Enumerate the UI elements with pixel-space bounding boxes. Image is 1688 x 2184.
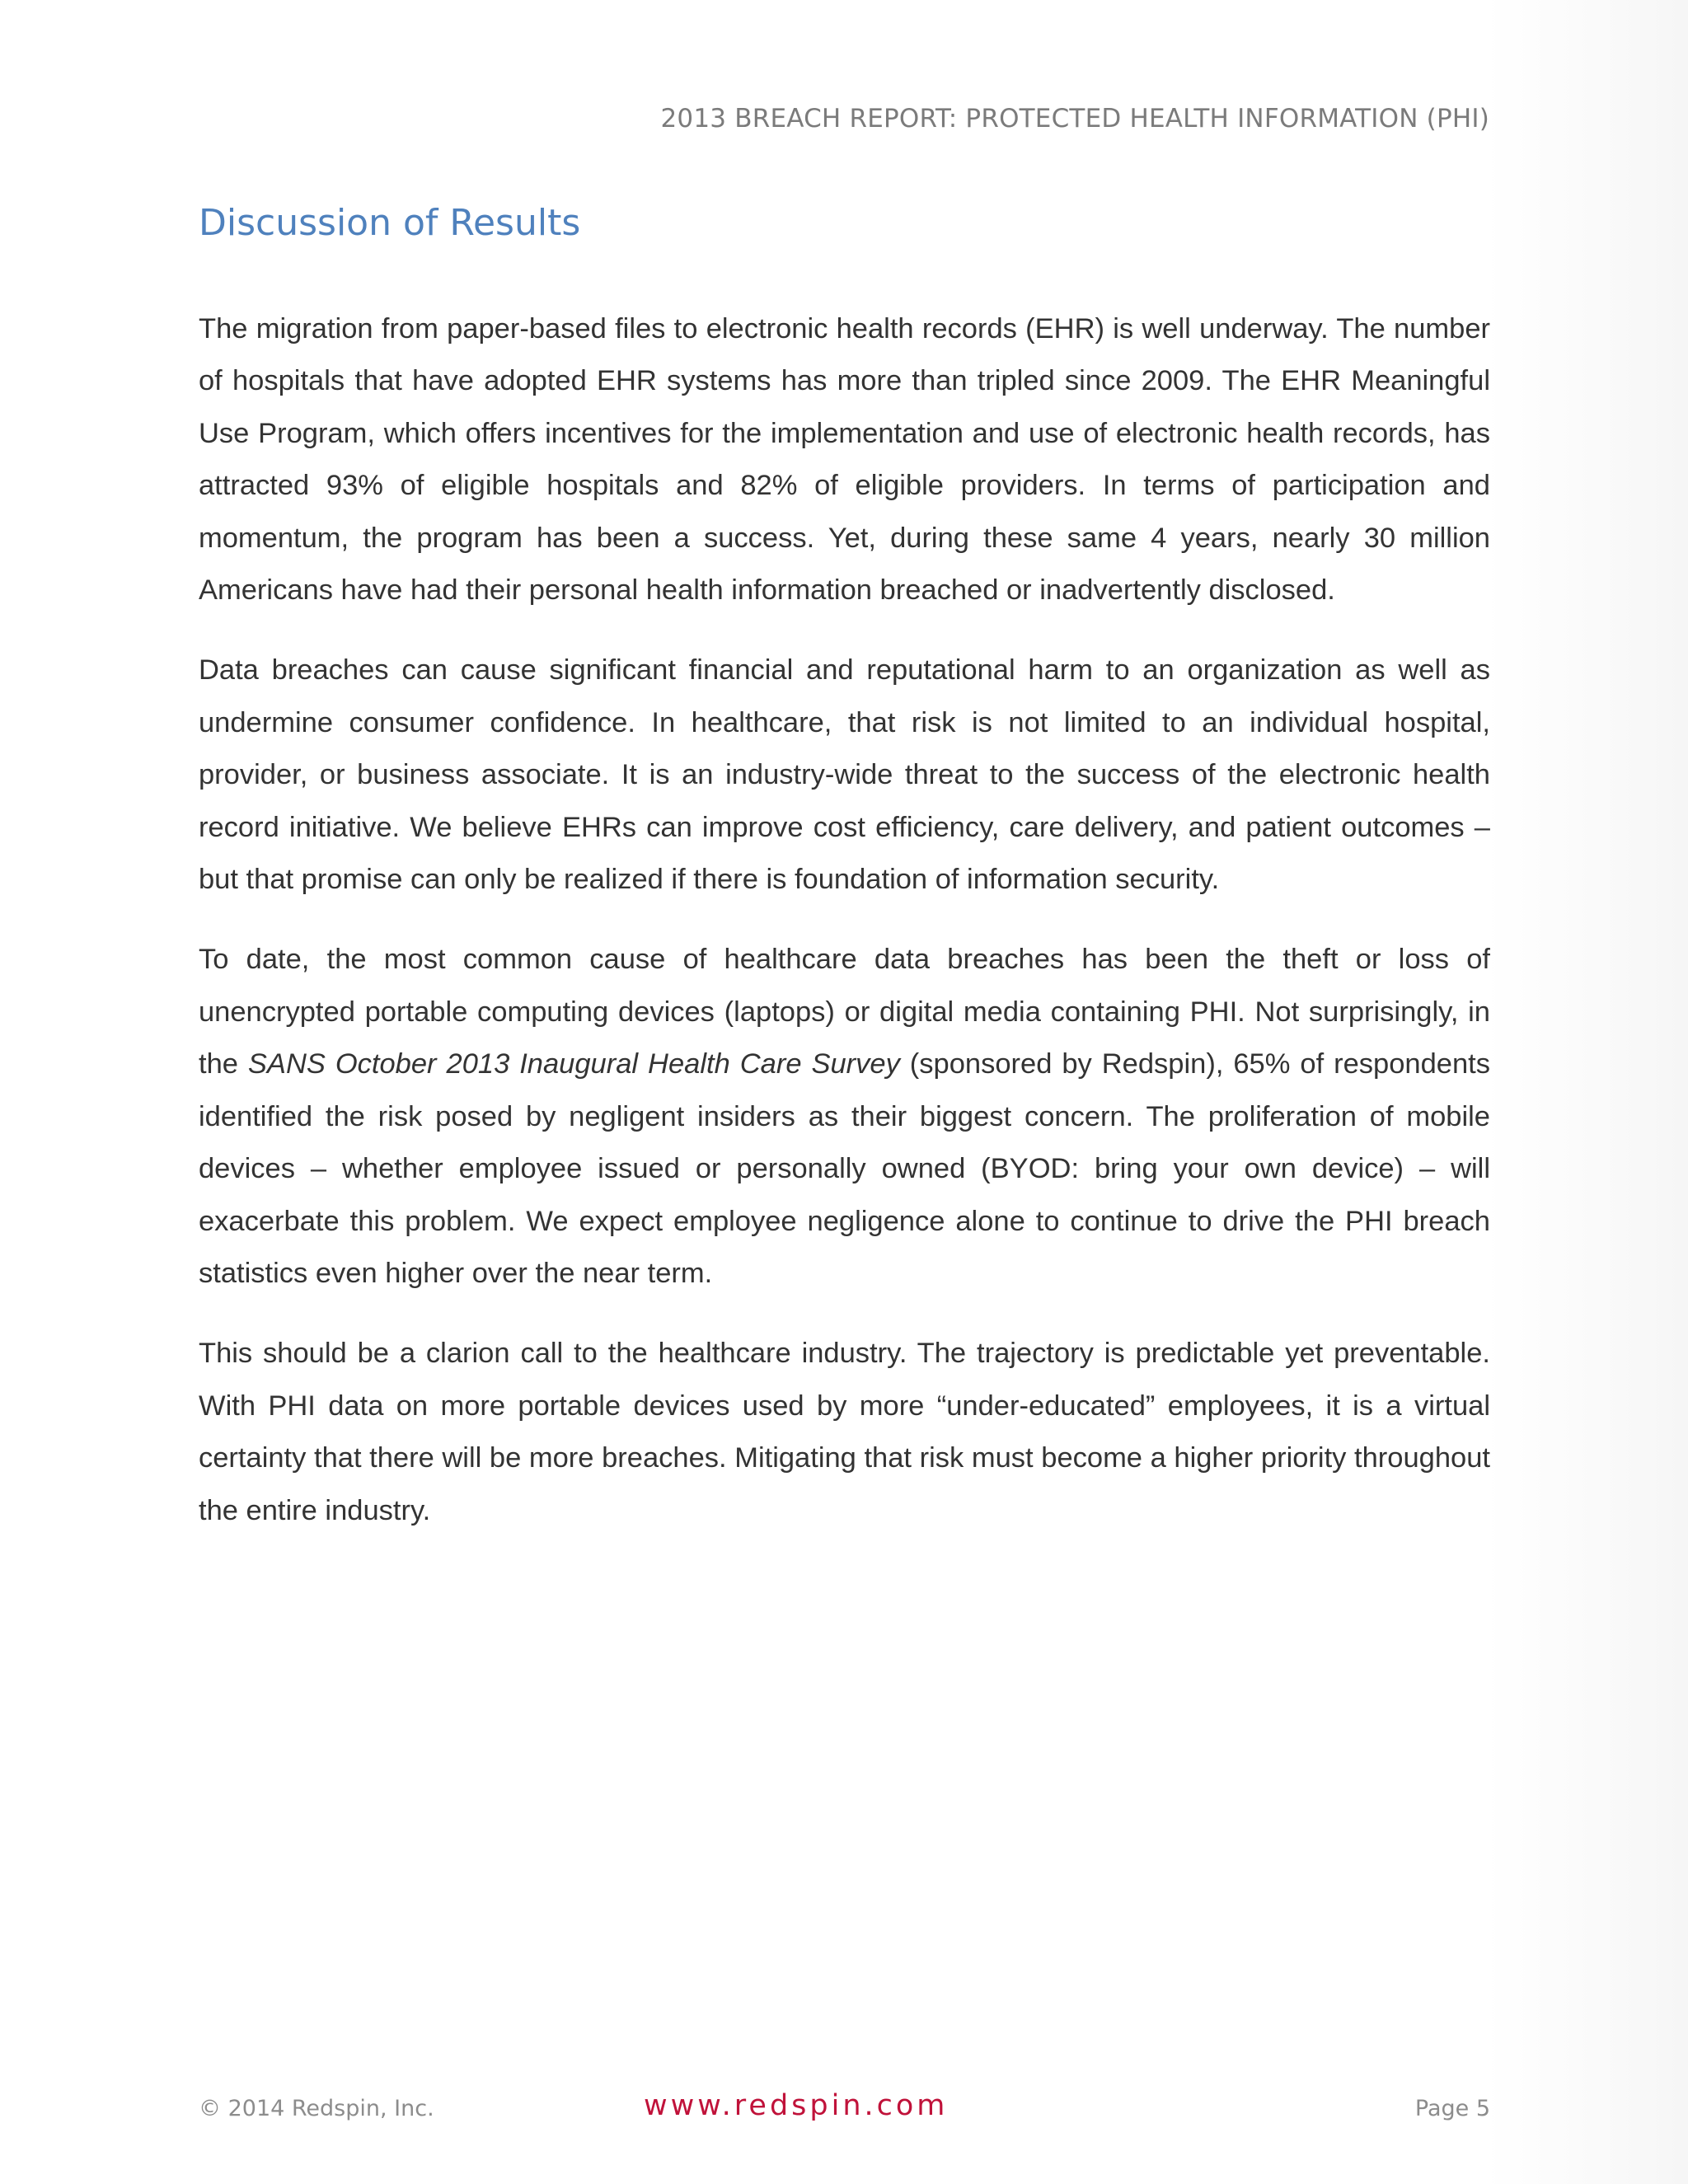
paragraph-3-text-before: To date, the most common cause of healthcare data breaches has been the theft or loss of unencrypted portable computing devices (laptops) or digital media containing PHI. Not surprisingly, in the <box>199 944 1490 1080</box>
paragraph-1: The migration from paper-based files to electronic health records (EHR) is well underway. The number of hospitals that have adopted EHR systems has more than tripled since 2009. The EHR Meaningful Use Program, which offers incentives for the implementation and use of electronic health records, has attracted 93% of eligible hospitals and 82% of eligible providers. In terms of participation and momentum, the program has been a success. Yet, during these same 4 years, nearly 30 million Americans have had their personal health information breached or inadvertently disclosed. <box>199 313 1490 607</box>
body-text <box>199 303 1490 1565</box>
paragraph-2: Data breaches can cause significant financial and reputational harm to an organization as well as undermine consumer confidence. In healthcare, that risk is not limited to an individual hospital, provider, or business associate. It is an industry-wide threat to the success of the electronic health record initiative. We believe EHRs can improve cost efficiency, care delivery, and patient outcomes – but that promise can only be realized if there is foundation of information security. <box>199 654 1490 896</box>
survey-title: SANS October 2013 Inaugural Health Care Survey <box>247 1048 900 1080</box>
page-footer <box>199 2089 1490 2125</box>
running-header: 2013 BREACH REPORT: PROTECTED HEALTH INFORMATION (PHI) <box>660 104 1489 134</box>
paragraph-3-text-after: (sponsored by Redspin), 65% of respondents identified the risk posed by negligent insiders as their biggest concern. The proliferation of mobile devices – whether employee issued or personally owned (BYOD: bring your own device) – will exacerbate this problem. We expect employee negligence alone to continue to drive the PHI breach statistics even higher over the near term. <box>199 1048 1490 1289</box>
website-link[interactable]: www.redspin.com <box>644 2089 949 2122</box>
section-title: Discussion of Results <box>199 202 581 244</box>
paragraph-3 <box>199 934 1490 1300</box>
footer-copyright: © 2014 Redspin, Inc. <box>199 2096 434 2121</box>
paragraph-4: This should be a clarion call to the healthcare industry. The trajectory is predictable yet preventable. With PHI data on more portable devices used by more “under-educated” employees, it is a virtual certainty that there will be more breaches. Mitigating that risk must become a higher priority throughout the entire industry. <box>199 1338 1490 1526</box>
page-number: Page 5 <box>1414 2096 1490 2121</box>
